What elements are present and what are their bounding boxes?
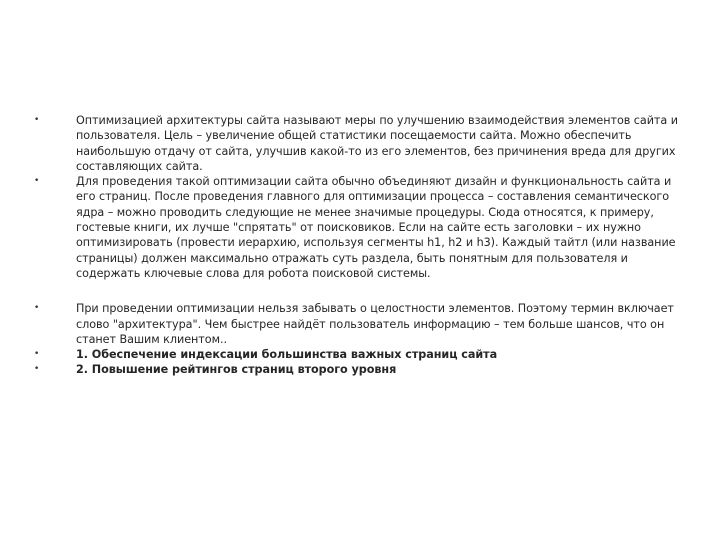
bullet-text: 2. Повышение рейтингов страниц второго уровня <box>76 363 397 377</box>
bullet-list <box>34 113 690 378</box>
bullet-text: Оптимизацией архитектуры сайта называют меры по улучшению взаимодействия элементов сайта и пользователя. Цель – увеличение общей статистики посещаемости сайта. Можно обеспечить наибольшую отдачу от сайта, улучшив какой-то из его элементов, без причинения вреда для других составляющих сайта. <box>76 114 678 173</box>
bullet-marker: • <box>34 349 40 360</box>
bullet-item-element-integrity <box>34 301 690 347</box>
bullet-marker: • <box>34 364 40 375</box>
bullet-text: 1. Обеспечение индексации большинства важных страниц сайта <box>76 348 498 362</box>
bullet-marker: • <box>34 176 40 187</box>
bullet-text: При проведении оптимизации нельзя забывать о целостности элементов. Поэтому термин включает слово "архитектура". Чем быстрее найдёт пользователь информацию – тем больше шансов, что он станет Вашим клиентом.. <box>76 302 674 346</box>
bullet-item-architecture-definition <box>34 113 690 174</box>
bullet-text: Для проведения такой оптимизации сайта обычно объединяют дизайн и функциональность сайта и его страниц. После проведения главного для оптимизации процесса – составления семантического ядра – можно проводить следующие не менее значимые процедуры. Сюда относятся, к примеру, гостевые книги, их лучше "спрятать" от поисковиков. Если на сайте есть заголовки – их нужно оптимизировать (провести иерархию, используя сегменты h1, h2 и h3). Каждый тайтл (или название страницы) должен максимально отражать суть раздела, быть понятным для пользователя и содержать ключевые слова для робота поисковой системы. <box>76 175 676 280</box>
bullet-marker: • <box>34 115 40 125</box>
bullet-marker: • <box>34 303 40 314</box>
bullet-item-goal-indexing <box>34 347 690 362</box>
bullet-item-goal-ranking <box>34 362 690 377</box>
bullet-item-optimization-procedures <box>34 174 690 281</box>
